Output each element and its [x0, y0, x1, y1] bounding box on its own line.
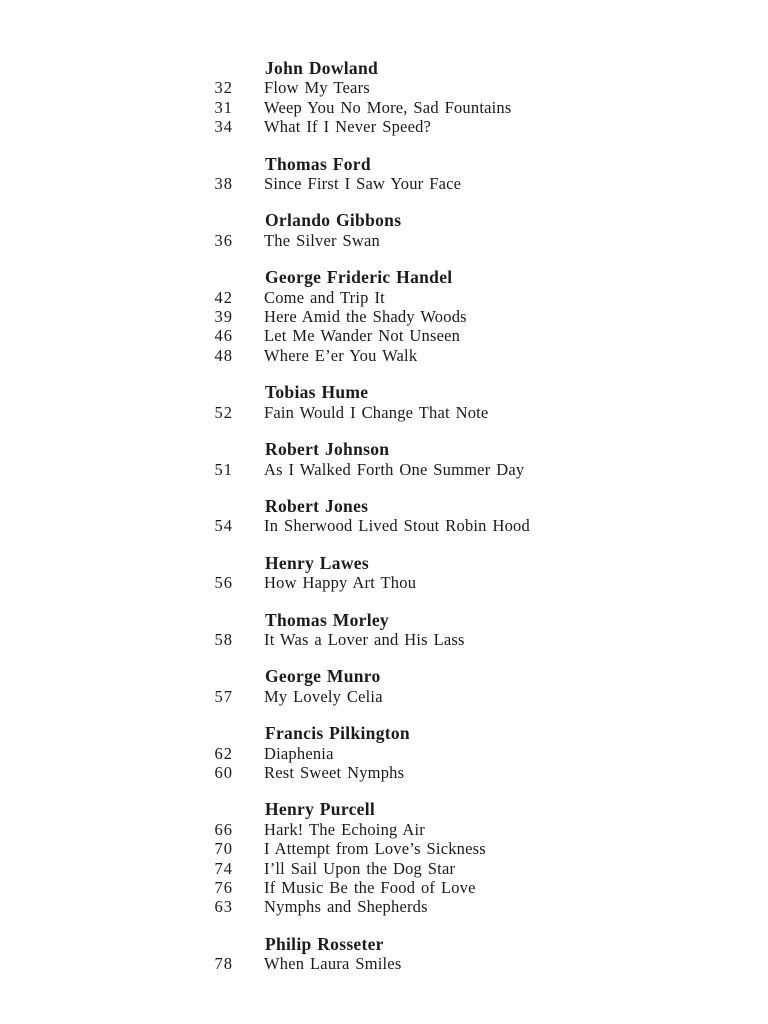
composer-name: Thomas Morley — [265, 609, 389, 630]
composer-name: Robert Jones — [265, 495, 369, 516]
song-row — [185, 403, 530, 422]
song-row — [185, 516, 530, 535]
song-row — [185, 573, 530, 592]
composer-section — [185, 211, 530, 250]
song-row — [185, 820, 530, 839]
song-row — [185, 346, 530, 365]
song-title: Weep You No More, Sad Fountains — [264, 97, 512, 117]
song-title: As I Walked Forth One Summer Day — [264, 459, 525, 479]
song-row — [185, 687, 530, 706]
song-row — [185, 839, 530, 858]
composer-section — [185, 155, 530, 194]
song-page-number: 60 — [214, 762, 233, 782]
song-row — [185, 174, 530, 193]
song-page-number: 70 — [214, 839, 233, 859]
song-page-number: 31 — [214, 97, 233, 117]
song-page-number: 66 — [214, 819, 233, 839]
song-row — [185, 630, 530, 649]
song-title: Fain Would I Change That Note — [264, 402, 489, 422]
song-title: Hark! The Echoing Air — [264, 819, 425, 839]
song-page-number: 36 — [214, 230, 233, 250]
composer-section — [185, 800, 530, 916]
composer-name: Thomas Ford — [265, 153, 371, 174]
composer-section — [185, 497, 530, 536]
song-row — [185, 460, 530, 479]
song-row — [185, 878, 530, 897]
composer-section — [185, 59, 530, 137]
song-title: Come and Trip It — [264, 287, 385, 307]
song-page-number: 58 — [214, 629, 233, 649]
song-page-number: 52 — [214, 402, 233, 422]
song-page-number: 32 — [214, 78, 233, 98]
song-page-number: 62 — [214, 743, 233, 763]
composer-name: Henry Purcell — [265, 799, 376, 820]
song-page-number: 63 — [214, 897, 233, 917]
song-row — [185, 326, 530, 345]
song-page-number: 78 — [214, 954, 233, 974]
song-page-number: 34 — [214, 117, 233, 137]
table-of-contents — [185, 59, 530, 974]
composer-name: George Frideric Handel — [265, 267, 453, 288]
composer-name: Robert Johnson — [265, 439, 390, 460]
song-page-number: 57 — [214, 686, 233, 706]
composer-section — [185, 935, 530, 974]
composer-name: Tobias Hume — [265, 382, 369, 403]
song-page-number: 76 — [214, 878, 233, 897]
song-title: What If I Never Speed? — [264, 117, 432, 137]
song-page-number: 54 — [214, 516, 233, 536]
song-title: Where E’er You Walk — [264, 345, 418, 365]
song-row — [185, 231, 530, 250]
song-title: The Silver Swan — [264, 230, 380, 250]
song-page-number: 39 — [214, 307, 233, 327]
song-row — [185, 117, 530, 136]
song-title: Nymphs and Shepherds — [264, 897, 428, 917]
song-title: It Was a Lover and His Lass — [264, 629, 465, 649]
song-row — [185, 288, 530, 307]
song-title: My Lovely Celia — [264, 686, 383, 706]
song-title: If Music Be the Food of Love — [264, 878, 476, 897]
song-page-number: 51 — [214, 459, 233, 479]
composer-name: Francis Pilkington — [265, 723, 410, 744]
song-row — [185, 763, 530, 782]
composer-section — [185, 611, 530, 650]
song-page-number: 56 — [214, 573, 233, 593]
composer-section — [185, 440, 530, 479]
song-title: Rest Sweet Nymphs — [264, 762, 405, 782]
composer-section — [185, 667, 530, 706]
song-page-number: 46 — [214, 326, 233, 346]
composer-name: Henry Lawes — [265, 552, 369, 573]
song-row — [185, 98, 530, 117]
song-page-number: 48 — [214, 345, 233, 365]
song-row — [185, 954, 530, 973]
song-row — [185, 307, 530, 326]
song-page-number: 38 — [214, 174, 233, 194]
song-row — [185, 78, 530, 97]
song-title: I’ll Sail Upon the Dog Star — [264, 858, 456, 878]
song-title: Flow My Tears — [264, 78, 370, 98]
song-title: I Attempt from Love’s Sickness — [264, 839, 486, 859]
composer-section — [185, 383, 530, 422]
song-title: Let Me Wander Not Unseen — [264, 326, 461, 346]
composer-name: Philip Rosseter — [265, 933, 384, 954]
song-title: Since First I Saw Your Face — [264, 174, 462, 194]
song-row — [185, 859, 530, 878]
composer-name: George Munro — [265, 666, 381, 687]
song-title: In Sherwood Lived Stout Robin Hood — [264, 516, 530, 536]
composer-section — [185, 554, 530, 593]
song-title: When Laura Smiles — [264, 954, 402, 974]
composer-section — [185, 268, 530, 365]
song-title: Here Amid the Shady Woods — [264, 307, 467, 327]
composer-name: John Dowland — [265, 58, 379, 78]
composer-name: Orlando Gibbons — [265, 210, 402, 231]
song-title: Diaphenia — [264, 743, 334, 763]
song-row — [185, 744, 530, 763]
composer-section — [185, 724, 530, 782]
song-title: How Happy Art Thou — [264, 573, 417, 593]
song-row — [185, 897, 530, 916]
song-page-number: 74 — [214, 858, 233, 878]
song-page-number: 42 — [214, 287, 233, 307]
